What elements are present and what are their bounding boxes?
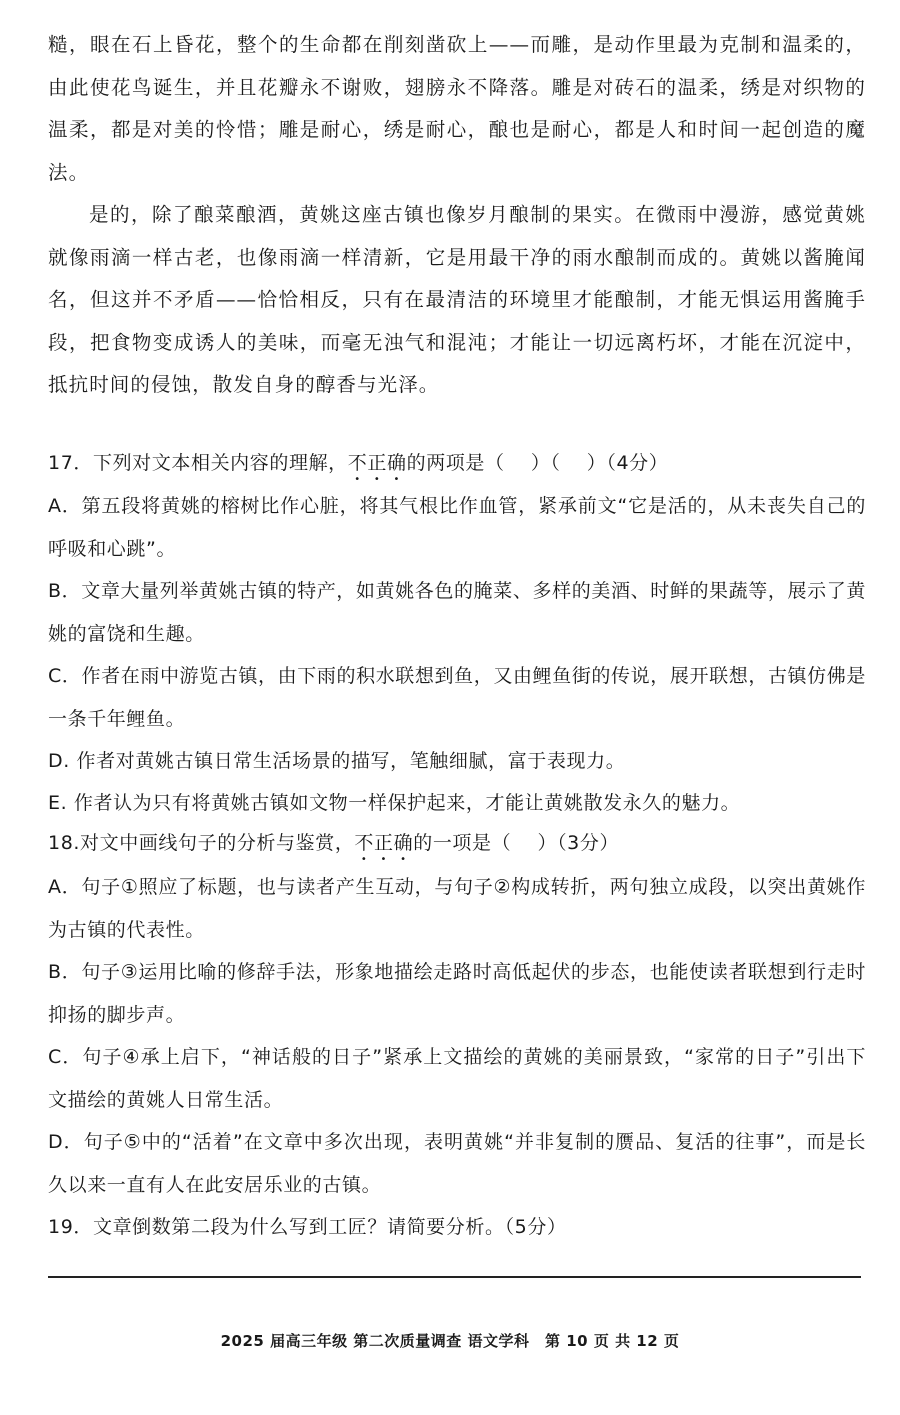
question-18-option-c: C．句子④承上启下，“神话般的日子”紧承上文描绘的黄姚的美丽景致，“家常的日子”引出下文描绘的黄姚人日常生活。	[48, 1046, 866, 1111]
question-17-option-d: D. 作者对黄姚古镇日常生活场景的描写，笔触细腻，富于表现力。	[48, 750, 626, 772]
question-18-emphasis: 不正确	[354, 832, 414, 854]
passage-paragraph-1: 糙，眼在石上昏花，整个的生命都在削刻凿砍上——而雕，是动作里最为克制和温柔的，由此使花鸟诞生，并且花瓣永不谢败，翅膀永不降落。雕是对砖石的温柔，绣是对织物的温柔，都是对美的怜惜；雕是耐心，绣是耐心，酿也是耐心，都是人和时间一起创造的魔法。	[48, 33, 866, 184]
question-17-option-c: C．作者在雨中游览古镇，由下雨的积水联想到鱼，又由鲤鱼街的传说，展开联想，古镇仿佛是一条千年鲤鱼。	[48, 665, 866, 730]
question-19-stem: 19．文章倒数第二段为什么写到工匠？请简要分析。（5分）	[48, 1216, 567, 1238]
question-17-option-e: E. 作者认为只有将黄姚古镇如文物一样保护起来，才能让黄姚散发永久的魅力。	[48, 792, 741, 814]
question-18-option-a: A．句子①照应了标题，也与读者产生互动，与句子②构成转折，两句独立成段，以突出黄姚作为古镇的代表性。	[48, 876, 866, 941]
page-footer: 2025 届高三年级 第二次质量调查 语文学科 第 10 页 共 12 页	[220, 1332, 680, 1350]
answer-line	[48, 1276, 861, 1278]
question-18-stem	[48, 822, 866, 865]
question-17-stem	[48, 442, 866, 485]
question-17-option-b: B．文章大量列举黄姚古镇的特产，如黄姚各色的腌菜、多样的美酒、时鲜的果蔬等，展示了黄姚的富饶和生趣。	[48, 580, 866, 645]
question-18-option-d: D．句子⑤中的“活着”在文章中多次出现，表明黄姚“并非复制的赝品、复活的往事”，而是长久以来一直有人在此安居乐业的古镇。	[48, 1131, 866, 1196]
question-17-option-a: A．第五段将黄姚的榕树比作心脏，将其气根比作血管，紧承前文“它是活的，从未丧失自己的呼吸和心跳”。	[48, 495, 866, 560]
question-17-stem-tail: 的两项是（ ）（ ）（4分）	[406, 452, 669, 474]
question-18-stem-text: 18.对文中画线句子的分析与鉴赏，	[48, 832, 355, 854]
question-17-stem-text: 17．下列对文本相关内容的理解，	[48, 452, 348, 474]
passage-paragraph-2: 是的，除了酿菜酿酒，黄姚这座古镇也像岁月酿制的果实。在微雨中漫游，感觉黄姚就像雨滴一样古老，也像雨滴一样清新，它是用最干净的雨水酿制而成的。黄姚以酱腌闻名，但这并不矛盾——恰恰相反，只有在最清洁的环境里才能酿制，才能无惧运用酱腌手段，把食物变成诱人的美味，而毫无浊气和混沌；才能让一切远离朽坏，才能在沉淀中，抵抗时间的侵蚀，散发自身的醇香与光泽。	[48, 203, 866, 396]
question-18-option-b: B．句子③运用比喻的修辞手法，形象地描绘走路时高低起伏的步态，也能使读者联想到行走时抑扬的脚步声。	[48, 961, 866, 1026]
question-17-emphasis: 不正确	[347, 452, 407, 474]
question-18-stem-tail: 的一项是（ ）（3分）	[413, 832, 620, 854]
